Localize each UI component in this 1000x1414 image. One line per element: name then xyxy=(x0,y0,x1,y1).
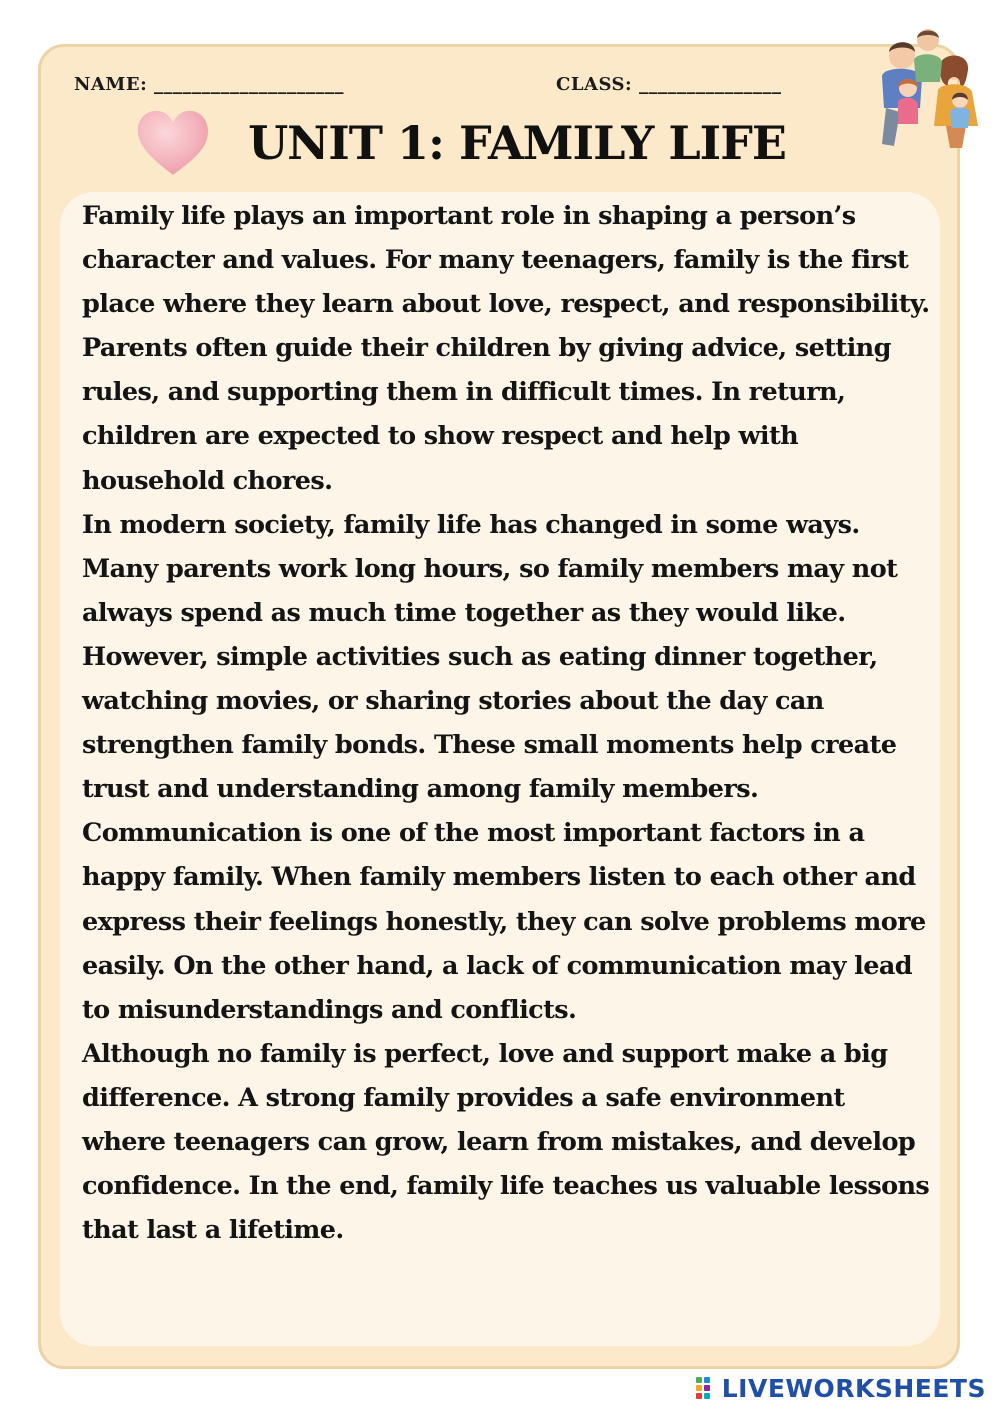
class-field-label[interactable]: CLASS: _______________ xyxy=(556,74,782,95)
passage-paragraph-1: Family life plays an important role in shaping a person’s character and values. For many teenagers, family is the first place where they learn about love, respect, and responsibility. Parents often guide their children by giving advice, setting rules, and supporting them in difficult times. In return, children are expected to show respect and help with household chores. xyxy=(82,201,930,496)
header-row xyxy=(74,74,850,98)
passage-paragraph-2: In modern society, family life has changed in some ways. Many parents work long hours, so family members may not always spend as much time together as they would like. However, simple activities such as eating dinner together, watching movies, or sharing stories about the day can strengthen family bonds. These small moments help create trust and understanding among family members. xyxy=(82,509,898,805)
liveworksheets-logo-icon xyxy=(696,1375,718,1401)
liveworksheets-logo[interactable] xyxy=(696,1372,986,1404)
name-field-label[interactable]: NAME: ____________________ xyxy=(74,74,344,95)
passage-paragraph-4: Although no family is perfect, love and support make a big difference. A strong family provides a safe environment where teenagers can grow, learn from mistakes, and develop confidence. In the end, family life teaches us valuable lessons that last a lifetime. xyxy=(82,1038,930,1246)
brand-name: LIVEWORKSHEETS xyxy=(721,1373,986,1403)
page-title: UNIT 1: FAMILY LIFE xyxy=(248,116,786,170)
reading-passage xyxy=(82,194,930,1252)
passage-paragraph-3: Communication is one of the most important factors in a happy family. When family members listen to each other and express their feelings honestly, they can solve problems more easily. On the other hand, a lack of communication may lead to misunderstandings and conflicts. xyxy=(82,818,926,1025)
